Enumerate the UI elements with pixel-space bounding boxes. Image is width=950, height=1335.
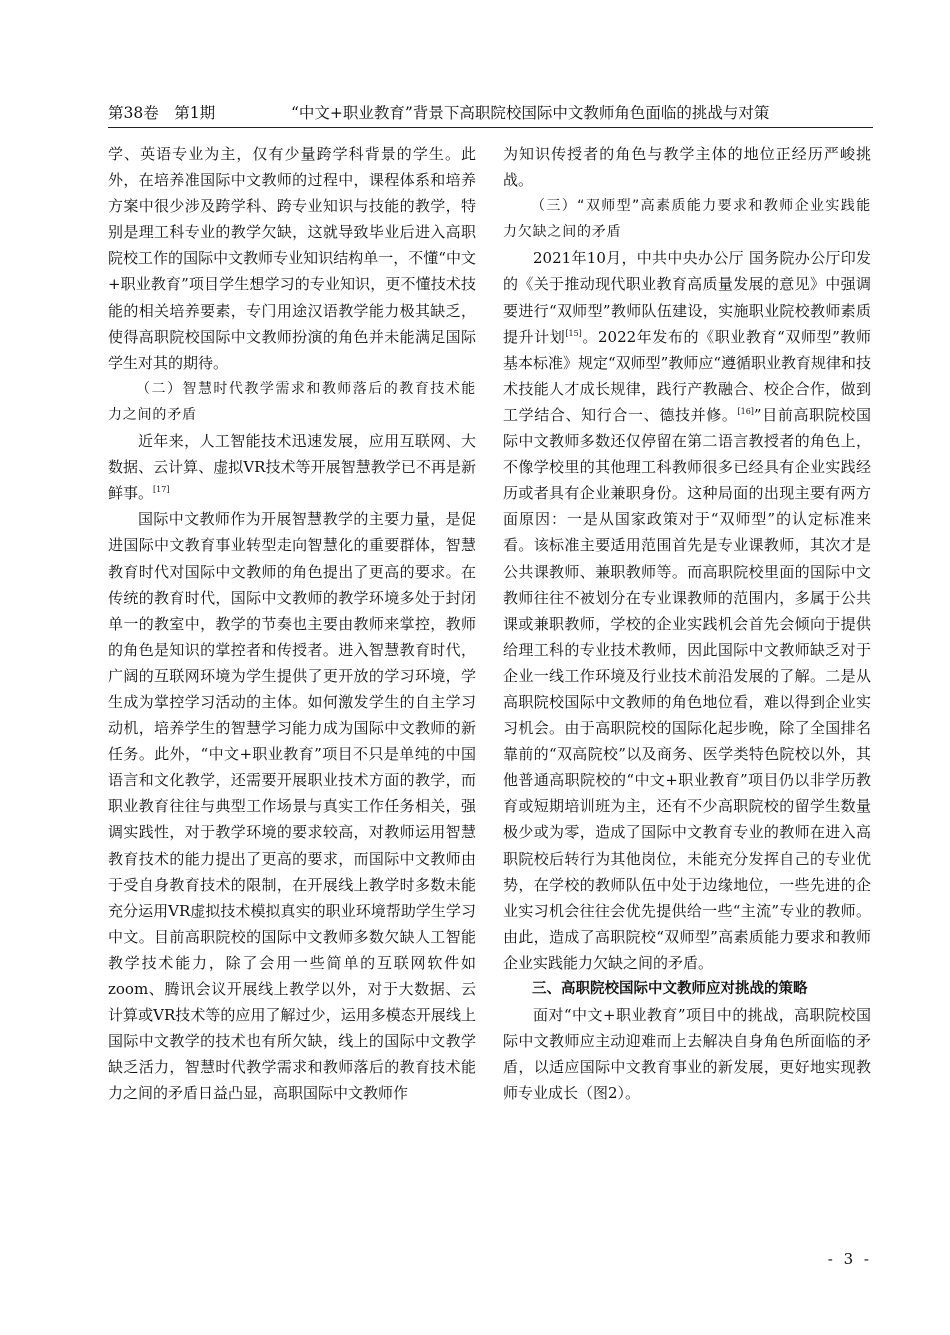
- paragraph: [503, 245, 871, 976]
- paragraph-text: 。2022年发布的《职业教育“双师型”教师基本标准》规定“双师型”教师应“遵循职业教育规律和技术技能人才成长规律，践行产教融合、校企合作，做到工学结合、知行合一、德技并修。: [503, 327, 872, 424]
- journal-volume-issue: 第38卷 第1期: [108, 104, 216, 122]
- citation-ref: [17]: [153, 485, 170, 495]
- paragraph: 学、英语专业为主，仅有少量跨学科背景的学生。此外，在培养准国际中文教师的过程中，课程体系和培养方案中很少涉及跨学科、跨专业知识与技能的教学，特别是理工科专业的教学欠缺，这就导致毕业后进入高职院校工作的国际中文教师专业知识结构单一，不懂“中文+职业教育”项目学生想学习的专业知识，更不懂技术技能的相关培养要素，专门用途汉语教学能力极其缺乏，使得高职院校国际中文教师扮演的角色并未能满足国际学生对其的期待。: [108, 145, 476, 372]
- paragraph: 为知识传授者的角色与教学主体的地位正经历严峻挑战。: [503, 145, 871, 190]
- right-column: [503, 141, 871, 1106]
- left-column: [108, 141, 476, 1106]
- running-title: “中文+职业教育”背景下高职院校国际中文教师角色面临的挑战与对策: [291, 104, 770, 122]
- running-header: [108, 100, 873, 126]
- subsection-heading: （二）智慧时代教学需求和教师落后的教育技术能力之间的矛盾: [108, 380, 476, 423]
- paragraph-text: 近年来，人工智能技术迅速发展，应用互联网、大数据、云计算、虚拟VR技术等开展智慧教学已不再是新鲜事。: [108, 432, 476, 503]
- paragraph-text: 2021年10月，中共中央办公厅 国务院办公厅印发的《关于推动现代职业教育高质量发展的意见》中强调要进行“双师型”教师队伍建设，实施职业院校教师素质提升计划: [503, 249, 871, 346]
- citation-ref: [15]: [565, 328, 582, 338]
- paragraph: 国际中文教师作为开展智慧教学的主要力量，是促进国际中文教育事业转型走向智慧化的重要群体，智慧教育时代对国际中文教师的角色提出了更高的要求。在传统的教育时代，国际中文教师的教学环境多处于封闭单一的教室中，教学的节奏也主要由教师来掌控，教师的角色是知识的掌控者和传授者。进入智慧教育时代，广阔的互联网环境为学生提供了更开放的学习环境，学生成为掌控学习活动的主体。如何激发学生的自主学习动机，培养学生的智慧学习能力成为国际中文教师的新任务。此外，“中文+职业教育”项目不只是单纯的中国语言和文化教学，还需要开展职业技术方面的教学，而职业教育往往与典型工作场景与真实工作任务相关，强调实践性，对于教学环境的要求较高，对教师运用智慧教育技术的能力提出了更高的要求，而国际中文教师由于受自身教育技术的限制，在开展线上教学时多数未能充分运用VR虚拟技术模拟真实的职业环境帮助学生学习中文。目前高职院校的国际中文教师多数欠缺人工智能教学技术能力，除了会用一些简单的互联网软件如zoom、腾讯会议开展线上教学以外，对于大数据、云计算或VR技术等的应用了解过少，运用多模态开展线上国际中文教学的技术也有所欠缺，线上的国际中文教学缺乏活力，智慧时代教学需求和教师落后的教育技术能力之间的矛盾日益凸显，高职国际中文教师作: [108, 510, 476, 1103]
- header-rule: [108, 127, 873, 128]
- paragraph: [108, 428, 476, 506]
- section-heading: 三、高职院校国际中文教师应对挑战的策略: [532, 981, 808, 997]
- paragraph-text: ”目前高职院校国际中文教师多数还仅停留在第二语言教授者的角色上，不像学校里的其他理工科教师很多已经具有企业实践经历或者具有企业兼职身份。这种局面的出现主要有两方面原因：一是从国家政策对于“双师型”的认定标准来看。该标准主要适用范围首先是专业课教师，其次才是公共课教师、兼职教师等。而高职院校里面的国际中文教师往往不被划分在专业课教师的范围内，多属于公共课或兼职教师，学校的企业实践机会首先会倾向于提供给理工科的专业技术教师，因此国际中文教师缺乏对于企业一线工作环境及行业技术前沿发展的了解。二是从高职院校国际中文教师的角色地位看，难以得到企业实习机会。由于高职院校的国际化起步晚，除了全国排名靠前的“双高院校”以及商务、医学类特色院校以外，其他普通高职院校的“中文+职业教育”项目仍以非学历教育或短期培训班为主，还有不少高职院校的留学生数量极少或为零，造成了国际中文教育专业的教师在进入高职院校后转行为其他岗位，未能充分发挥自己的专业优势，在学校的教师队伍中处于边缘地位，一些先进的企业实习机会往往会优先提供给一些“主流”专业的教师。由此，造成了高职院校“双师型”高素质能力要求和教师企业实践能力欠缺之间的矛盾。: [503, 405, 871, 972]
- citation-ref: [16]: [737, 406, 754, 416]
- page-number: - 3 -: [827, 1250, 872, 1268]
- subsection-heading: （三）“双师型”高素质能力要求和教师企业实践能力欠缺之间的矛盾: [503, 198, 871, 241]
- paragraph: 面对“中文+职业教育”项目中的挑战，高职院校国际中文教师应主动迎难而上去解决自身角色所面临的矛盾，以适应国际中文教育事业的新发展，更好地实现教师专业成长（图2）。: [503, 1006, 871, 1103]
